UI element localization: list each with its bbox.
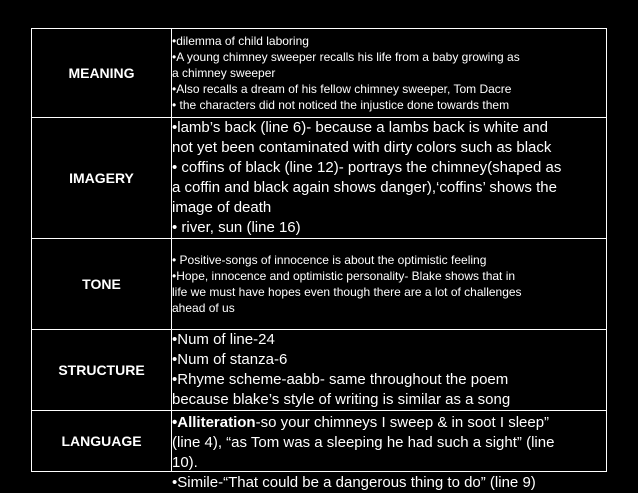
language-clip	[172, 413, 606, 491]
content-line: •dilemma of child laboring	[172, 34, 309, 48]
content-line: life we must have hopes even though there are a lot of challenges	[172, 285, 522, 299]
content-line: a coffin and black again shows danger),‘coffins’ shows the	[172, 179, 557, 196]
content-line: •Simile-“That could be a dangerous thing to do” (line 9)	[172, 474, 536, 491]
meaning-content	[172, 29, 607, 118]
content-line: •Also recalls a dream of his fellow chimney sweeper, Tom Dacre	[172, 82, 512, 96]
content-line: ahead of us	[172, 301, 235, 315]
table-row	[32, 239, 607, 330]
content-line: because blake’s style of writing is similar as a song	[172, 391, 511, 408]
content-line: •Hope, innocence and optimistic personality- Blake shows that in	[172, 269, 516, 283]
table-row	[32, 411, 607, 472]
content-line	[172, 413, 606, 433]
content-line: •A young chimney sweeper recalls his life from a baby growing as	[172, 50, 520, 64]
poem-analysis-table	[31, 28, 607, 491]
row-label-language: LANGUAGE	[32, 411, 172, 472]
table-row	[32, 118, 607, 239]
content-line: •lamb’s back (line 6)- because a lambs back is white and	[172, 119, 548, 136]
tone-content	[172, 239, 607, 330]
table-row	[32, 29, 607, 118]
table-row	[32, 330, 607, 411]
content-line: • the characters did not noticed the injustice done towards them	[172, 98, 510, 112]
content-line: a chimney sweeper	[172, 66, 276, 80]
alliteration-text: -so your chimneys I sweep & in soot I sleep”	[255, 414, 550, 431]
row-label-imagery: IMAGERY	[32, 118, 172, 239]
content-line: 10).	[172, 454, 198, 471]
row-label-tone: TONE	[32, 239, 172, 330]
content-line: not yet been contaminated with dirty colors such as black	[172, 139, 552, 156]
row-label-structure: STRUCTURE	[32, 330, 172, 411]
content-line: • coffins of black (line 12)- portrays the chimney(shaped as	[172, 159, 562, 176]
content-line: •Num of line-24	[172, 331, 275, 348]
content-line: •Rhyme scheme-aabb- same throughout the poem	[172, 371, 509, 388]
content-line: (line 4), “as Tom was a sleeping he had such a sight” (line	[172, 434, 555, 451]
content-line: •Num of stanza-6	[172, 351, 288, 368]
content-line: image of death	[172, 199, 272, 216]
alliteration-term: •Alliteration	[172, 414, 256, 431]
structure-content	[172, 330, 607, 411]
row-label-meaning: MEANING	[32, 29, 172, 118]
imagery-content	[172, 118, 607, 239]
content-line: • river, sun (line 16)	[172, 219, 301, 236]
content-line: • Positive-songs of innocence is about the optimistic feeling	[172, 253, 487, 267]
language-content	[172, 411, 607, 491]
